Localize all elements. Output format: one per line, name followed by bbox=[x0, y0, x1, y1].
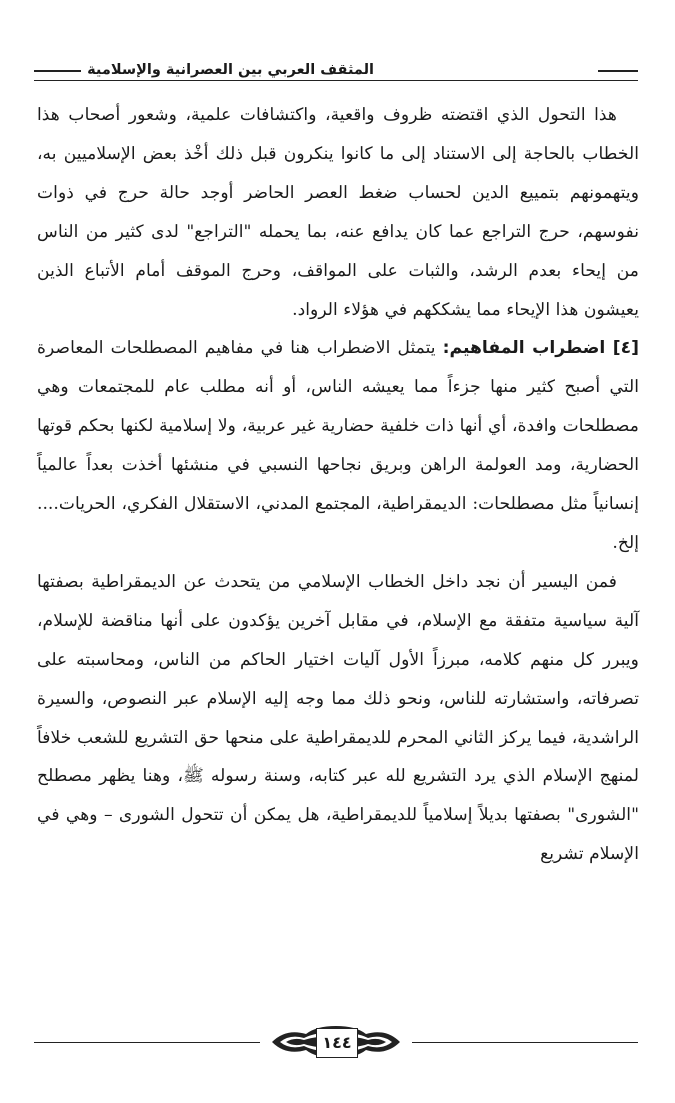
footer-rule-left bbox=[34, 1042, 260, 1043]
paragraph-3-text: فمن اليسير أن نجد داخل الخطاب الإسلامي من يتحدث عن الديمقراطية بصفتها آلية سياسية متفقة مع الإسلام، في مقابل آخرين يؤكدون على أنها مناقضة للإسلام، ويبرر كل منهم كلامه، مبرزاً الأول آليات اختيار الحاكم من الناس، ومحاسبته على تصرفاته، واستشارته للناس، ونحو ذلك مما وجه إليه الإسلام عبر النصوص، والسيرة الراشدية، فيما يركز الثاني المحرم للديمقراطية على منحها حق التشريع للشعب خلافاً لمنهج الإسلام الذي يرد التشريع لله عبر كتابه، وسنة رسوله ﷺ، وهنا يظهر مصطلح "الشورى" بصفتها بديلاً إسلامياً للديمقراطية، هل يمكن أن تتحول الشورى – وهي في الإسلام تشريع bbox=[37, 571, 639, 865]
header-line-right bbox=[598, 70, 638, 72]
page-body bbox=[37, 96, 639, 874]
paragraph-1-text: هذا التحول الذي اقتضته ظروف واقعية، واكتشافات علمية، وشعور أصحاب هذا الخطاب بالحاجة إلى الاستناد إلى ما كانوا ينكرون قبل ذلك أخْذ بعض الإسلاميين به، ويتهمونهم بتمييع الدين لحساب ضغط العصر الحاضر أوجد حالة حرج في ذوات نفوسهم، حرج التراجع عما كان يدافع عنه، بما يحمله "التراجع" لدى كثير من الناس من إيحاء بعدم الرشد، والثبات على المواقف، وحرج الموقف أمام الأتباع الذين يعيشون هذا الإيحاء مما يشككهم في هؤلاء الرواد. bbox=[37, 105, 639, 320]
paragraph-1 bbox=[37, 96, 639, 329]
page-footer bbox=[34, 1020, 638, 1064]
paragraph-2 bbox=[37, 329, 639, 562]
paragraph-3 bbox=[37, 563, 639, 874]
footer-rule-right bbox=[412, 1042, 638, 1043]
running-header bbox=[34, 60, 638, 84]
book-title: المثقف العربي بين العصرانية والإسلامية bbox=[81, 60, 380, 80]
section-heading: [٤] اضطراب المفاهيم: bbox=[442, 338, 639, 359]
header-rule bbox=[34, 80, 638, 81]
paragraph-2-text: يتمثل الاضطراب هنا في مفاهيم المصطلحات المعاصرة التي أصبح كثير منها جزءاً مما يعيشه الناس، أو أنه مطلب عام للمجتمعات وهي مصطلحات وافدة، أي أنها ذات خلفية حضارية غير عربية، ولا إسلامية لكنها بحكم قوتها الحضارية، ومد العولمة الراهن وبريق نجاحها النسبي في منشئها أخذت بعداً عالمياً إنسانياً مثل مصطلحات: الديمقراطية، المجتمع المدني، الاستقلال الفكري، الحريات.... إلخ. bbox=[37, 338, 639, 553]
page-number: ١٤٤ bbox=[316, 1028, 358, 1058]
